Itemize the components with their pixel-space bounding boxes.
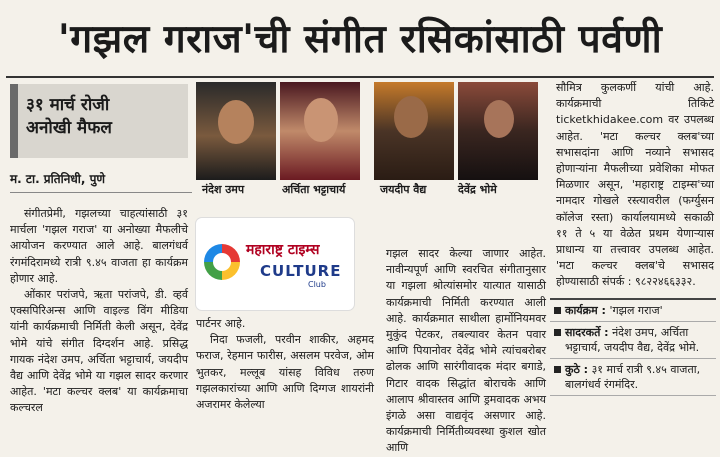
- info-key: कुठे :: [565, 363, 589, 376]
- logo-culture: CULTURE: [260, 262, 342, 280]
- info-value: ३१ मार्च रात्री ९.४५ वाजता, बालगंधर्व रंगमंदिर.: [565, 363, 701, 391]
- caption-4: देवेंद्र भोमे: [458, 183, 497, 196]
- info-row-performers: [550, 322, 716, 359]
- photo-devendra-bhome: [458, 82, 538, 180]
- column-2-para-1: पार्टनर आहे.: [196, 317, 246, 330]
- caption-2: अर्चिता भट्टाचार्य: [282, 183, 346, 196]
- info-key: कार्यक्रम :: [565, 304, 606, 317]
- column-4-para-1: सौमित्र कुलकर्णी यांची आहे. कार्यक्रमाची तिकिटे ticketkhidakee.com वर उपलब्ध आहेत. 'मटा कल्चर क्लब'च्या सभासदांना आणि नव्याने सभासद होणाऱ्यांना मैफलीच्या प्रवेशिका मोफत मिळणार असून, 'महाराष्ट्र टाइम्स'च्या नामदार गोखले रस्त्यावरील (फर्ग्युसन कॉलेज रस्ता) कार्यालयामध्ये सकाळी ११ ते ५ या वेळेत प्रथम येणाऱ्यास प्राधान्य या तत्त्वावर उपलब्ध आहेत. 'मटा कल्चर क्लब'चे सभासद होण्यासाठी संपर्क : ९८२२४६६३३२.: [556, 81, 714, 289]
- logo-ring-icon: [204, 244, 240, 280]
- headline: 'गझल गराज'ची संगीत रसिकांसाठी पर्वणी: [57, 15, 663, 62]
- bullet-icon: [554, 366, 561, 373]
- info-value: 'गझल गराज': [609, 304, 663, 317]
- caption-1: नंदेश उमप: [202, 183, 245, 196]
- info-row-venue: [550, 359, 716, 396]
- info-value: नंदेश उमप, अर्चिता भट्टाचार्य, जयदीप वैद्य, देवेंद्र भोमे.: [565, 326, 700, 354]
- bullet-icon: [554, 307, 561, 314]
- photo-jaydeep-vaidya: [374, 82, 454, 180]
- photo-nandesh-umap: [196, 82, 276, 180]
- event-info-box: [550, 298, 716, 424]
- kicker-line-2: अनोखी मैफल: [26, 118, 112, 138]
- kicker-box: [10, 84, 188, 158]
- article-column-2: [196, 316, 374, 413]
- column-2-para-2: निदा फजली, परवीन शाकीर, अहमद फराज, रेहमान फारीस, असलम परवेज, ओम भुतकर, मल्लूब यांसह विविध तरुण गझलकारांच्या आणि आणि दिग्गज शायरांनी अजरामर केलेल्या: [196, 333, 374, 412]
- logo-brand: महाराष्ट्र टाइम्स: [246, 242, 320, 258]
- byline: म. टा. प्रतिनिधी, पुणे: [10, 172, 106, 186]
- headline-rule: [6, 76, 714, 78]
- column-1-para-1: संगीतप्रेमी, गझलच्या चाहत्यांसाठी ३१ मार्चला 'गझल गराज' या अनोख्या मैफलीचे आयोजन करण्यात आले आहे. बालगंधर्व रंगमंदिरामध्ये रात्री ९.४५ वाजता हा कार्यक्रम होणार आहे.: [10, 207, 188, 285]
- article-column-4: [556, 80, 714, 291]
- photo-strip: [196, 82, 548, 202]
- article-column-1: [10, 206, 188, 417]
- byline-rule: [10, 192, 192, 193]
- caption-3: जयदीप वैद्य: [380, 183, 427, 196]
- column-1-para-2: ओंकार परांजपे, ऋता परांजपे, डी. व्हर्व एक्सपिरिअन्स आणि वाइल्ड विंग मीडिया यांनी कार्यक्रमाची निर्मिती केली असून, देवेंद्र भोमे यांचे संगीत दिग्दर्शन आहे. प्रसिद्ध गायक नंदेश उमप, अर्चिता भट्टाचार्य, जयदीप वैद्य आणि देवेंद्र भोमे या गझल सादर करणार आहेत. 'मटा कल्चर क्लब' या कार्यक्रमाचा कल्चरल: [10, 288, 188, 415]
- article-column-3: [386, 246, 546, 457]
- info-key: सादरकर्ते :: [565, 326, 609, 339]
- kicker-line-1: ३१ मार्च रोजी: [26, 95, 110, 115]
- bullet-icon: [554, 329, 561, 336]
- photo-archita-bhattacharya: [280, 82, 360, 180]
- mata-culture-club-logo: [196, 218, 354, 310]
- column-3-para-1: गझल सादर केल्या जाणार आहेत. नावीन्यपूर्ण आणि स्वरचित संगीतानुसार या गझला श्रोत्यांसमोर यात्यात यासाठी कार्यक्रमाची निर्मिती करण्यात आली आहे. कार्यक्रमात साथीला हार्मोनियमवर मुकुंद पेटकर, तबल्यावर केतन पवार आणि पियानोवर देवेंद्र भोमे त्यांचबरोबर ढोलक आणि सारंगीवादक मंदार बगाडे, गिटार वादक सिद्धांत बोराचके आणि आलाप श्रीवास्तव आणि ड्रमवादक अभय इंगळे असा वाद्यवृंद असणार आहे. कार्यक्रमाची निर्मितीव्यवस्था कुशल खोत आणि: [386, 247, 546, 455]
- info-row-program: [550, 298, 716, 322]
- logo-club: Club: [308, 280, 326, 289]
